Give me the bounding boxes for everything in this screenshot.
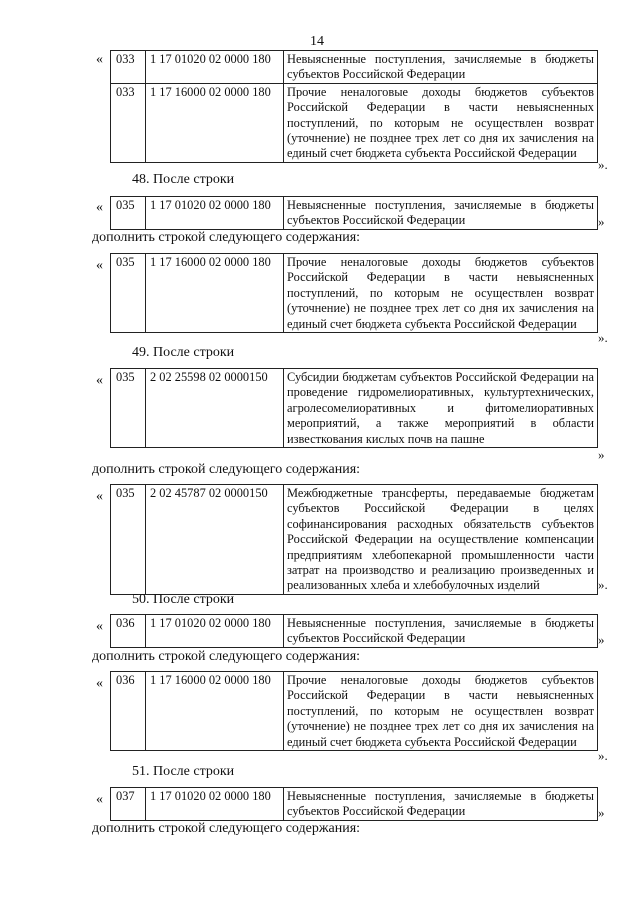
- admin-code-cell: 033: [111, 83, 146, 162]
- open-quote: «: [96, 676, 103, 691]
- close-quote: »: [598, 805, 605, 820]
- budget-code-cell: 2 02 45787 02 0000150: [146, 485, 284, 595]
- budget-code-cell: 1 17 01020 02 0000 180: [146, 197, 284, 230]
- budget-table-1: [110, 50, 598, 163]
- budget-code-cell: 2 02 25598 02 0000150: [146, 369, 284, 448]
- budget-table-4: [110, 368, 598, 448]
- paragraph-49: 49. После строки: [132, 345, 235, 360]
- table-row: [111, 369, 598, 448]
- open-quote: «: [96, 258, 103, 273]
- paragraph-51: 51. После строки: [132, 764, 235, 779]
- income-name-cell: Невыясненные поступления, зачисляемые в бюджеты субъектов Российской Федерации: [284, 51, 598, 84]
- close-quote: ».: [598, 577, 608, 592]
- income-name-cell: Прочие неналоговые доходы бюджетов субъектов Российской Федерации в части невыясненных поступлений, по которым не осуществлен возврат (уточнение) не позднее трех лет со дня их зачисления на единый счет бюджета субъекта Российской Федерации: [284, 83, 598, 162]
- budget-table-5: [110, 484, 598, 595]
- open-quote: «: [96, 200, 103, 215]
- income-name-cell: Межбюджетные трансферты, передаваемые бюджетам субъектов Российской Федерации в целях софинансирования расходных обязательств субъектов Российской Федерации на осуществление компенсации предприятиям хлебопекарной промышленности части затрат на производство и реализацию произведенных и реализованных хлеба и хлебобулочных изделий: [284, 485, 598, 595]
- admin-code-cell: 035: [111, 197, 146, 230]
- open-quote: «: [96, 619, 103, 634]
- open-quote: «: [96, 792, 103, 807]
- table-row: [111, 254, 598, 333]
- page-number: 14: [310, 34, 324, 49]
- budget-code-cell: 1 17 01020 02 0000 180: [146, 51, 284, 84]
- budget-table-7: [110, 671, 598, 751]
- income-name-cell: Невыясненные поступления, зачисляемые в бюджеты субъектов Российской Федерации: [284, 788, 598, 821]
- admin-code-cell: 036: [111, 615, 146, 648]
- admin-code-cell: 037: [111, 788, 146, 821]
- budget-table-6: [110, 614, 598, 648]
- income-name-cell: Невыясненные поступления, зачисляемые в бюджеты субъектов Российской Федерации: [284, 615, 598, 648]
- close-quote: »: [598, 447, 605, 462]
- admin-code-cell: 033: [111, 51, 146, 84]
- budget-code-cell: 1 17 16000 02 0000 180: [146, 83, 284, 162]
- budget-code-cell: 1 17 16000 02 0000 180: [146, 254, 284, 333]
- table-row: [111, 51, 598, 84]
- budget-table-2: [110, 196, 598, 230]
- table-row: [111, 83, 598, 162]
- close-quote: »: [598, 214, 605, 229]
- table-row: [111, 197, 598, 230]
- open-quote: «: [96, 52, 103, 67]
- budget-table-3: [110, 253, 598, 333]
- admin-code-cell: 035: [111, 485, 146, 595]
- add-line-text: дополнить строкой следующего содержания:: [92, 462, 361, 477]
- paragraph-48: 48. После строки: [132, 172, 235, 187]
- table-row: [111, 672, 598, 751]
- close-quote: ».: [598, 748, 608, 763]
- add-line-text: дополнить строкой следующего содержания:: [92, 230, 361, 245]
- budget-code-cell: 1 17 01020 02 0000 180: [146, 788, 284, 821]
- budget-code-cell: 1 17 01020 02 0000 180: [146, 615, 284, 648]
- paragraph-50: 50. После строки: [132, 592, 235, 607]
- close-quote: ».: [598, 157, 608, 172]
- add-line-text: дополнить строкой следующего содержания:: [92, 649, 361, 664]
- income-name-cell: Субсидии бюджетам субъектов Российской Федерации на проведение гидромелиоративных, культуртехнических, агролесомелиоративных и фитомелиоративных мероприятий, а также мероприятий в области известкования кислых почв на пашне: [284, 369, 598, 448]
- admin-code-cell: 035: [111, 369, 146, 448]
- income-name-cell: Прочие неналоговые доходы бюджетов субъектов Российской Федерации в части невыясненных поступлений, по которым не осуществлен возврат (уточнение) не позднее трех лет со дня их зачисления на единый счет бюджета субъекта Российской Федерации: [284, 254, 598, 333]
- close-quote: ».: [598, 330, 608, 345]
- open-quote: «: [96, 489, 103, 504]
- close-quote: »: [598, 632, 605, 647]
- admin-code-cell: 035: [111, 254, 146, 333]
- budget-table-8: [110, 787, 598, 821]
- open-quote: «: [96, 373, 103, 388]
- table-row: [111, 788, 598, 821]
- income-name-cell: Невыясненные поступления, зачисляемые в бюджеты субъектов Российской Федерации: [284, 197, 598, 230]
- income-name-cell: Прочие неналоговые доходы бюджетов субъектов Российской Федерации в части невыясненных поступлений, по которым не осуществлен возврат (уточнение) не позднее трех лет со дня их зачисления на единый счет бюджета субъекта Российской Федерации: [284, 672, 598, 751]
- budget-code-cell: 1 17 16000 02 0000 180: [146, 672, 284, 751]
- admin-code-cell: 036: [111, 672, 146, 751]
- table-row: [111, 485, 598, 595]
- add-line-text: дополнить строкой следующего содержания:: [92, 821, 361, 836]
- table-row: [111, 615, 598, 648]
